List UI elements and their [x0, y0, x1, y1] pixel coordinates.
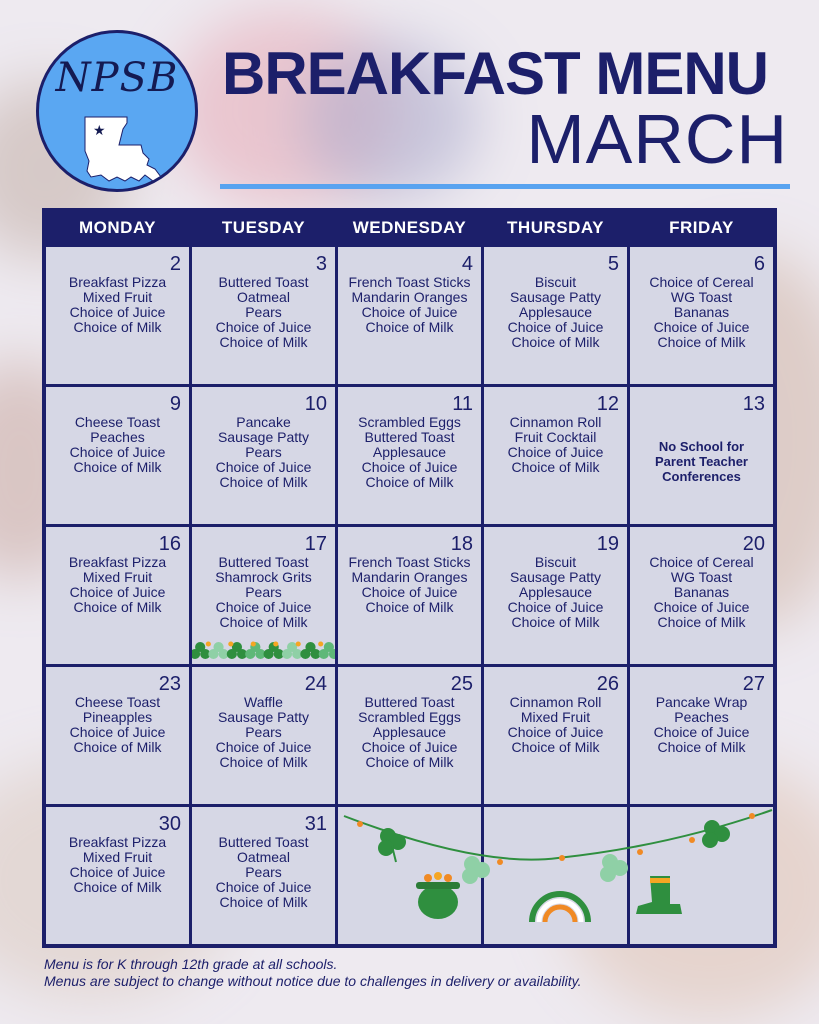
pot-of-gold-icon	[416, 872, 460, 919]
menu-item: Pancake	[236, 414, 291, 430]
menu-item: WG Toast	[670, 289, 733, 305]
menu-item: Choice of Milk	[657, 614, 746, 630]
menu-item: Choice of Milk	[219, 894, 308, 910]
menu-item: Scrambled Eggs	[358, 414, 461, 430]
menu-items	[630, 275, 773, 350]
menu-item: Choice of Milk	[73, 739, 162, 755]
menu-item: Oatmeal	[237, 849, 290, 865]
menu-item: Choice of Milk	[365, 474, 454, 490]
menu-item: Cheese Toast	[74, 414, 161, 430]
menu-item: Sausage Patty	[509, 569, 602, 585]
menu-item: Breakfast Pizza	[68, 274, 167, 290]
day-cell-25	[338, 667, 481, 804]
menu-items	[46, 835, 189, 895]
day-header-thursday: THURSDAY	[507, 218, 604, 237]
menu-item: Pancake Wrap	[655, 694, 748, 710]
day-cell-17	[192, 527, 335, 664]
footer-notes	[44, 956, 582, 990]
menu-item: Choice of Juice	[215, 879, 312, 895]
menu-item: Choice of Juice	[69, 864, 166, 880]
menu-item: Bananas	[673, 304, 730, 320]
menu-item: Choice of Milk	[657, 739, 746, 755]
menu-item: Applesauce	[518, 584, 593, 600]
menu-item: Choice of Juice	[361, 584, 458, 600]
menu-item: Choice of Cereal	[649, 274, 754, 290]
day-cell-26	[484, 667, 627, 804]
menu-item: Choice of Juice	[69, 444, 166, 460]
day-cell-9	[46, 387, 189, 524]
day-number: 6	[753, 253, 765, 275]
menu-item: Breakfast Pizza	[68, 554, 167, 570]
day-number: 9	[169, 393, 181, 415]
menu-item: Choice of Juice	[653, 724, 750, 740]
day-number: 3	[315, 253, 327, 275]
menu-item: Buttered Toast	[218, 834, 309, 850]
menu-item: Mixed Fruit	[82, 569, 153, 585]
menu-item: Choice of Juice	[653, 319, 750, 335]
day-number: 26	[596, 673, 619, 695]
svg-text:★: ★	[93, 122, 106, 138]
menu-item: Choice of Milk	[511, 334, 600, 350]
note-line: Conferences	[662, 469, 741, 484]
menu-item: Applesauce	[518, 304, 593, 320]
day-number: 25	[450, 673, 473, 695]
menu-item: Choice of Milk	[73, 879, 162, 895]
menu-item: Choice of Milk	[219, 334, 308, 350]
day-cell-6	[630, 247, 773, 384]
menu-item: Cinnamon Roll	[509, 694, 602, 710]
day-number: 13	[742, 393, 765, 415]
menu-item: Choice of Milk	[511, 614, 600, 630]
menu-item: Cinnamon Roll	[509, 414, 602, 430]
day-number: 5	[607, 253, 619, 275]
menu-items	[192, 555, 335, 630]
menu-item: Choice of Milk	[73, 599, 162, 615]
title-month: MARCH	[526, 100, 788, 178]
shamrock-icon	[462, 856, 490, 884]
menu-item: Choice of Juice	[69, 724, 166, 740]
day-number: 30	[158, 813, 181, 835]
menu-items	[46, 555, 189, 615]
day-number: 16	[158, 533, 181, 555]
day-header-tuesday: TUESDAY	[221, 218, 306, 237]
menu-item: Choice of Milk	[365, 754, 454, 770]
footer-line-2: Menus are subject to change without notice due to challenges in delivery or availability.	[44, 973, 582, 989]
day-cell-11	[338, 387, 481, 524]
note-line: Parent Teacher	[655, 454, 748, 469]
menu-items	[192, 695, 335, 770]
day-cell-5	[484, 247, 627, 384]
day-cell-12	[484, 387, 627, 524]
menu-item: Choice of Juice	[215, 739, 312, 755]
menu-item: Bananas	[673, 584, 730, 600]
no-school-note	[630, 439, 773, 484]
day-number: 31	[304, 813, 327, 835]
day-number: 12	[596, 393, 619, 415]
menu-item: Fruit Cocktail	[514, 429, 597, 445]
menu-item: Mandarin Oranges	[351, 289, 468, 305]
day-cell-24	[192, 667, 335, 804]
day-header-monday: MONDAY	[79, 218, 156, 237]
day-cell-30	[46, 807, 189, 944]
menu-item: Choice of Milk	[365, 319, 454, 335]
menu-item: Buttered Toast	[364, 429, 455, 445]
menu-items	[484, 275, 627, 350]
menu-item: Choice of Juice	[215, 599, 312, 615]
day-number: 20	[742, 533, 765, 555]
menu-item: Choice of Milk	[511, 739, 600, 755]
day-cell-18	[338, 527, 481, 664]
menu-item: Applesauce	[372, 724, 447, 740]
menu-items	[192, 275, 335, 350]
menu-item: Pears	[245, 304, 282, 320]
menu-items	[630, 555, 773, 630]
menu-item: Breakfast Pizza	[68, 834, 167, 850]
menu-item: Oatmeal	[237, 289, 290, 305]
menu-item: Scrambled Eggs	[358, 709, 461, 725]
louisiana-map-icon	[83, 115, 163, 187]
day-number: 10	[304, 393, 327, 415]
day-cell-20	[630, 527, 773, 664]
menu-items	[338, 415, 481, 490]
day-cell-13	[630, 387, 773, 524]
menu-items	[338, 695, 481, 770]
day-number: 23	[158, 673, 181, 695]
day-cell-4	[338, 247, 481, 384]
menu-item: Buttered Toast	[218, 554, 309, 570]
menu-item: Pears	[245, 864, 282, 880]
menu-items	[192, 415, 335, 490]
day-cell-3	[192, 247, 335, 384]
menu-item: Peaches	[90, 429, 145, 445]
menu-item: Pears	[245, 584, 282, 600]
day-number: 17	[304, 533, 327, 555]
menu-item: Mandarin Oranges	[351, 569, 468, 585]
menu-item: Pears	[245, 444, 282, 460]
leprechaun-boot-icon	[636, 876, 682, 914]
menu-items	[46, 695, 189, 755]
day-cell-23	[46, 667, 189, 804]
menu-items	[484, 555, 627, 630]
menu-item: Cheese Toast	[74, 694, 161, 710]
menu-items	[484, 415, 627, 475]
menu-item: Biscuit	[534, 274, 577, 290]
menu-items	[338, 275, 481, 335]
menu-item: Choice of Juice	[361, 459, 458, 475]
menu-item: Biscuit	[534, 554, 577, 570]
menu-item: Sausage Patty	[217, 429, 310, 445]
menu-item: Mixed Fruit	[82, 849, 153, 865]
menu-item: Pears	[245, 724, 282, 740]
npsb-logo	[36, 30, 198, 192]
menu-item: Shamrock Grits	[215, 569, 312, 585]
day-number: 2	[169, 253, 181, 275]
st-patricks-garland	[340, 806, 776, 946]
day-number: 4	[461, 253, 473, 275]
menu-item: Choice of Juice	[507, 724, 604, 740]
logo-text: NPSB	[55, 55, 179, 101]
menu-item: Applesauce	[372, 444, 447, 460]
menu-item: Buttered Toast	[364, 694, 455, 710]
menu-items	[46, 275, 189, 335]
menu-item: Choice of Milk	[219, 614, 308, 630]
day-cell-19	[484, 527, 627, 664]
day-number: 11	[452, 393, 473, 415]
day-cell-27	[630, 667, 773, 804]
menu-item: Buttered Toast	[218, 274, 309, 290]
menu-item: Choice of Juice	[69, 304, 166, 320]
day-cell-16	[46, 527, 189, 664]
menu-item: Choice of Juice	[69, 584, 166, 600]
menu-item: Choice of Milk	[219, 474, 308, 490]
day-number: 18	[450, 533, 473, 555]
menu-item: Choice of Juice	[507, 444, 604, 460]
menu-item: Choice of Juice	[361, 739, 458, 755]
title-divider	[220, 184, 790, 189]
menu-item: Choice of Juice	[507, 599, 604, 615]
title-breakfast-menu: BREAKFAST MENU	[222, 40, 769, 107]
menu-items	[192, 835, 335, 910]
menu-item: Choice of Juice	[215, 319, 312, 335]
menu-item: WG Toast	[670, 569, 733, 585]
day-cell-10	[192, 387, 335, 524]
menu-item: Choice of Milk	[511, 459, 600, 475]
menu-item: Sausage Patty	[509, 289, 602, 305]
menu-item: Choice of Milk	[73, 319, 162, 335]
day-number: 27	[742, 673, 765, 695]
menu-item: French Toast Sticks	[348, 554, 471, 570]
menu-item: Sausage Patty	[217, 709, 310, 725]
menu-item: Choice of Cereal	[649, 554, 754, 570]
day-cell-31	[192, 807, 335, 944]
shamrock-icon	[378, 828, 406, 862]
menu-item: Pineapples	[82, 709, 153, 725]
shamrock-strip-icon	[192, 632, 335, 664]
menu-items	[338, 555, 481, 615]
menu-item: Mixed Fruit	[520, 709, 591, 725]
note-line: No School for	[658, 439, 745, 454]
day-header-wednesday: WEDNESDAY	[352, 218, 467, 237]
menu-items	[630, 695, 773, 755]
menu-item: Choice of Milk	[657, 334, 746, 350]
menu-items	[484, 695, 627, 755]
shamrock-icon	[600, 854, 628, 882]
menu-item: Choice of Milk	[73, 459, 162, 475]
menu-item: Choice of Milk	[219, 754, 308, 770]
menu-item: Mixed Fruit	[82, 289, 153, 305]
menu-items	[46, 415, 189, 475]
menu-item: Choice of Juice	[361, 304, 458, 320]
menu-item: Choice of Juice	[507, 319, 604, 335]
menu-item: Choice of Juice	[215, 459, 312, 475]
menu-item: Peaches	[674, 709, 729, 725]
day-header-friday: FRIDAY	[669, 218, 734, 237]
menu-item: French Toast Sticks	[348, 274, 471, 290]
menu-item: Choice of Juice	[653, 599, 750, 615]
rainbow-icon	[532, 894, 588, 922]
day-cell-2	[46, 247, 189, 384]
day-number: 19	[596, 533, 619, 555]
day-number: 24	[304, 673, 327, 695]
menu-item: Choice of Milk	[365, 599, 454, 615]
menu-item: Waffle	[244, 694, 283, 710]
footer-line-1: Menu is for K through 12th grade at all schools.	[44, 956, 338, 972]
